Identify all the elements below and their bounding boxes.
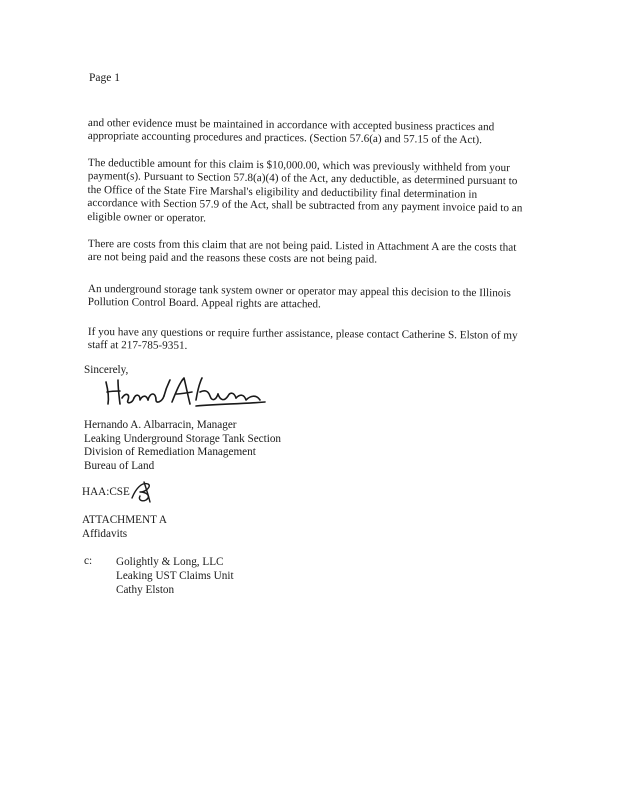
- attachment-item: Affidavits: [82, 527, 128, 540]
- paragraph-line: eligible owner or operator.: [87, 210, 207, 225]
- page-number: Page 1: [89, 72, 120, 84]
- cc-recipient: Leaking UST Claims Unit: [116, 570, 234, 582]
- paragraph-line: accordance with Section 57.9 of the Act, shall be subtracted from any payment invoice paid to an: [87, 197, 523, 215]
- paragraph-line: the Office of the State Fire Marshal's eligibility and deductibility final determination in: [87, 183, 478, 201]
- paragraph-line: There are costs from this claim that are not being paid. Listed in Attachment A are the costs that: [87, 238, 517, 254]
- paragraph-line: Pollution Control Board. Appeal rights are attached.: [87, 296, 321, 311]
- paragraph-line: payment(s). Pursuant to Section 57.8(a)(4) of the Act, any deductible, as determined pursuant to: [87, 170, 518, 188]
- signer-division: Division of Remediation Management: [84, 446, 256, 459]
- handwritten-signature: [100, 374, 270, 410]
- paragraph-records: [88, 117, 548, 149]
- initials-mark: [128, 478, 158, 504]
- signer-name: Hernando A. Albarracin, Manager: [84, 419, 237, 431]
- cc-recipient: Golightly & Long, LLC: [116, 556, 224, 568]
- reference-initials: HAA:CSE: [82, 486, 130, 498]
- cc-recipient: Cathy Elston: [116, 584, 175, 596]
- paragraph-line: If you have any questions or require further assistance, please contact Catherine S. Elston of my: [87, 326, 518, 342]
- paragraph-appeal: [88, 283, 548, 315]
- cc-list: [116, 555, 234, 597]
- cc-label: c:: [84, 555, 93, 567]
- paragraph-line: An underground storage tank system owner or operator may appeal this decision to the Illinois: [87, 283, 511, 300]
- paragraph-line: The deductible amount for this claim is $10,000.00, which was previously withheld from your: [87, 157, 510, 175]
- attachment-block: [82, 514, 167, 541]
- signature-block: [84, 419, 281, 473]
- paragraph-line: and other evidence must be maintained in accordance with accepted business practices and: [87, 117, 495, 134]
- attachment-title: ATTACHMENT A: [82, 514, 167, 526]
- paragraph-unpaid-costs: [88, 238, 548, 269]
- paragraph-line: are not being paid and the reasons these costs are not being paid.: [87, 251, 378, 266]
- closing: Sincerely,: [84, 364, 129, 376]
- paragraph-contact: [88, 326, 548, 357]
- paragraph-line: appropriate accounting procedures and practices. (Section 57.6(a) and 57.15 of the Act).: [87, 130, 483, 147]
- paragraph-deductible: [87, 157, 548, 230]
- signer-section: Leaking Underground Storage Tank Section: [84, 432, 282, 445]
- paragraph-line: staff at 217-785-9351.: [87, 339, 188, 353]
- signer-bureau: Bureau of Land: [84, 459, 155, 472]
